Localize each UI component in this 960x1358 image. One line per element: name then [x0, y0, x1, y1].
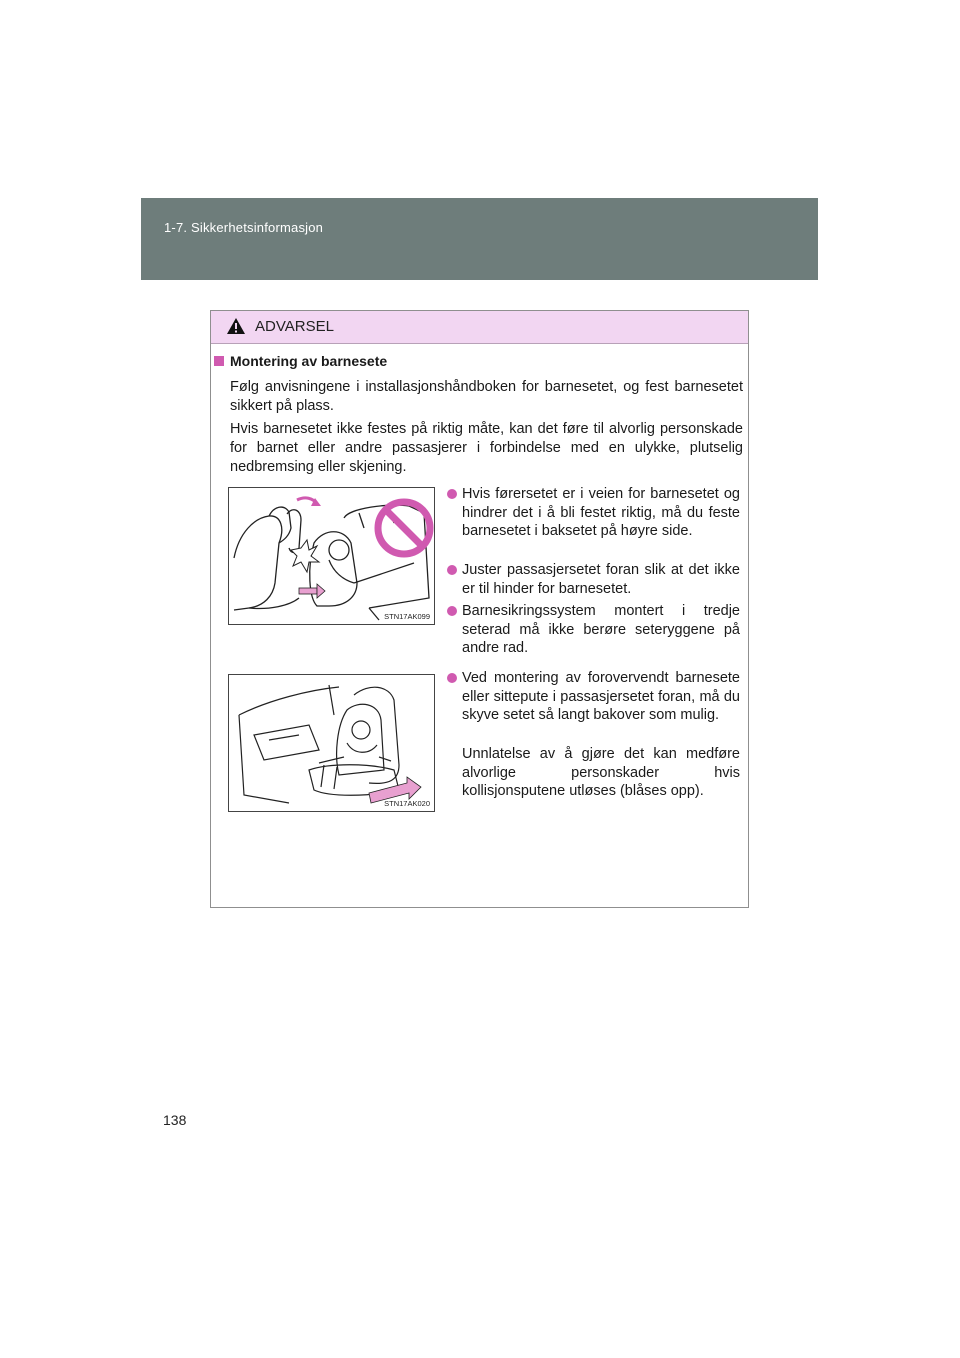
bullet-text: Ved montering av forovervendt barnesete eller sittepute i passasjersetet foran, må du skyve setet så langt bakover som mulig.: [462, 670, 740, 723]
figure-driver-seat-interference: [228, 487, 435, 625]
bullet-text: Hvis førersetet er i veien for barnesetet og hindrer det i å bli festet riktig, må du feste barnesetet i baksetet på høyre side.: [462, 486, 740, 539]
illustration-seat-interference: [229, 488, 434, 624]
bullet-list-item: [447, 485, 740, 549]
section-title: 1-7. Sikkerhetsinformasjon: [164, 220, 324, 235]
chapter-header-band: [141, 198, 818, 280]
round-bullet-icon: [447, 565, 457, 575]
topic-heading: [214, 353, 387, 369]
paragraph-risk: Hvis barnesetet ikke festes på riktig måte, kan det føre til alvorlig personskade for barnet eller andre passasjerer i forbindelse med en ulykke, plutselig nedbremsing eller skjening.: [230, 421, 743, 475]
warning-triangle-icon: [226, 317, 246, 335]
round-bullet-icon: [447, 606, 457, 616]
square-bullet-icon: [214, 356, 224, 366]
bullet-text: Barnesikringssystem montert i tredje seterad må ikke berøre seteryggene på andre rad.: [462, 603, 740, 656]
warning-box: [210, 310, 749, 908]
figure-code: STN17AK099: [384, 612, 430, 621]
page-number: 138: [163, 1112, 187, 1128]
bullet-list-item: [447, 561, 740, 606]
illustration-forward-facing-seat: [229, 675, 434, 811]
figure-forward-facing-seat: [228, 674, 435, 812]
warning-header: [211, 311, 748, 344]
bullet-list-item: [447, 602, 740, 666]
figure-code: STN17AK020: [384, 799, 430, 808]
warning-label: ADVARSEL: [255, 318, 334, 335]
bullet-list-item: [447, 669, 740, 733]
topic-text: Montering av barnesete: [230, 353, 388, 369]
bullet-text: Juster passasjersetet foran slik at det ikke er til hinder for barnesetet.: [462, 562, 740, 597]
paragraph-install: Følg anvisningene i installasjonshåndboken for barnesetet, og fest barnesetet sikkert på plass.: [230, 379, 743, 414]
round-bullet-icon: [447, 673, 457, 683]
round-bullet-icon: [447, 489, 457, 499]
bullet-continuation: Unnlatelse av å gjøre det kan medføre alvorlige personskader hvis kollisjonsputene utløses (blåses opp).: [462, 746, 740, 799]
